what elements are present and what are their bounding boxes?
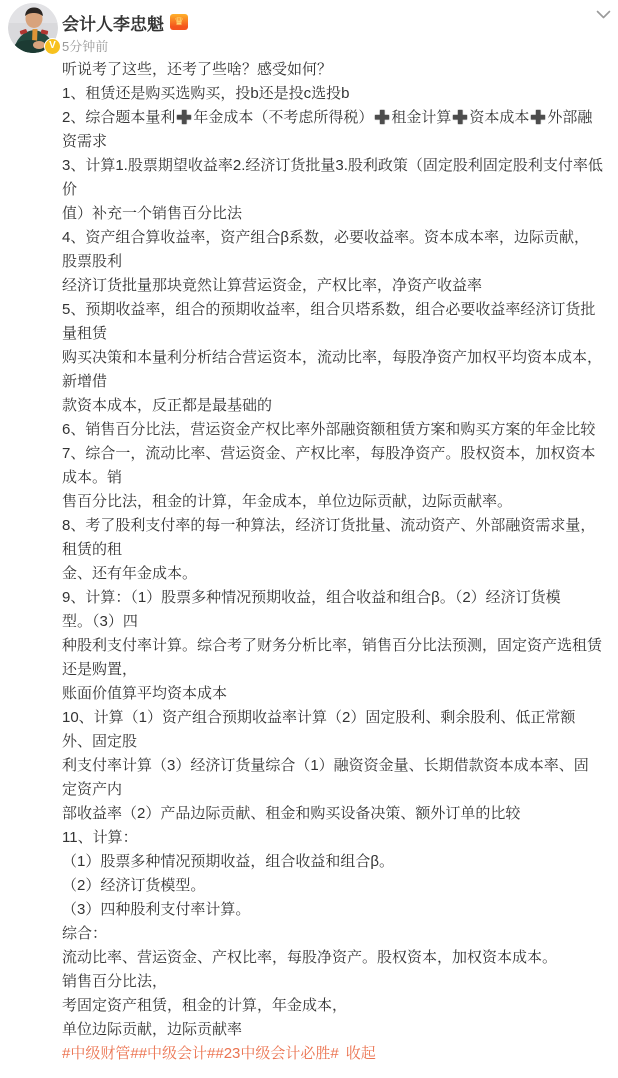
hashtag-link[interactable]: #中级财管# (62, 1045, 139, 1062)
plus-icon (177, 110, 191, 124)
vip-crown-badge-icon: ♛ (170, 14, 188, 30)
post-text-line: 9、计算：（1）股票多种情况预期收益，组合收益和组合β。（2）经济订货模 (62, 589, 561, 606)
post-text-line: （3）四种股利支付率计算。 (62, 901, 251, 918)
post-text-line: 种股利支付率计算。综合考了财务分析比率，销售百分比法预测，固定资产选租赁 (62, 637, 603, 654)
post-text-line: 部收益率（2）产品边际贡献、租金和购买设备决策、额外订单的比较 (62, 805, 521, 822)
plus-icon (531, 110, 545, 124)
post-text-line: 11、计算： (62, 829, 138, 846)
post-text-line: 8、考了股利支付率的每一种算法，经济订货批量、流动资产、外部融资需求量， (62, 517, 596, 534)
post-text-line: 型。（3）四 (62, 613, 138, 630)
post-text-line: 股票股利 (62, 253, 123, 270)
post-text-line: （2）经济订货模型。 (62, 877, 206, 894)
collapse-link[interactable]: 收起 (345, 1045, 376, 1062)
post-text-line: 经济订货批量那块竟然让算营运资金，产权比率，净资产收益率 (62, 277, 483, 294)
post-text-line: 流动比率、营运资金、产权比率，每股净资产。股权资本，加权资本成本。 (62, 949, 558, 966)
post-text-line: 考固定资产租赁，租金的计算，年金成本， (62, 997, 348, 1014)
hashtag-line (62, 1042, 618, 1066)
username[interactable]: 会计人李忠魁 (62, 14, 164, 34)
post-text-line: 销售百分比法， (62, 973, 168, 990)
post-text-line: 新增借 (62, 373, 108, 390)
user-line (62, 11, 188, 33)
post-text-line: 资需求 (62, 133, 108, 150)
post-content (62, 58, 618, 1066)
post-text-line: 量租赁 (62, 325, 108, 342)
plus-icon (375, 110, 389, 124)
post-text-line: 利支付率计算（3）经济订货量综合（1）融资资金量、长期借款资本成本率、固 (62, 757, 589, 774)
post-text-line: 1、租赁还是购买选购买，投b还是投c选投b (62, 85, 350, 102)
hashtag-link[interactable]: #中级会计# (138, 1045, 216, 1062)
post-text-line: 还是购置， (62, 661, 138, 678)
verified-badge-icon: V (44, 38, 61, 55)
post-text-line: 账面价值算平均资本成本 (62, 685, 228, 702)
avatar[interactable] (8, 3, 58, 53)
post-text (62, 58, 618, 1042)
post-text-line: 价 (62, 181, 78, 198)
post-text-line: 5、预期收益率，组合的预期收益率，组合贝塔系数，组合必要收益率经济订货批 (62, 301, 596, 318)
post-text-line: 听说考了这些，还考了些啥？感受如何？ (62, 61, 333, 78)
post-text-line: 综合： (62, 925, 108, 942)
post-text-line: 单位边际贡献，边际贡献率 (62, 1021, 243, 1038)
plus-icon (453, 110, 467, 124)
post-text-line: 款资本成本，反正都是最基础的 (62, 397, 273, 414)
post-header (0, 0, 618, 56)
post-text-line: 值）补充一个销售百分比法 (62, 205, 243, 222)
post-text-line: 定资产内 (62, 781, 123, 798)
post-text-line: 售百分比法，租金的计算，年金成本，单位边际贡献，边际贡献率。 (62, 493, 513, 510)
post-text-line: 成本。销 (62, 469, 123, 486)
post-text-line: 租赁的租 (62, 541, 123, 558)
post-text-line: 6、销售百分比法，营运资金产权比率外部融资额租赁方案和购买方案的年金比较 (62, 421, 596, 438)
timestamp: 5分钟前 (62, 39, 109, 54)
post-text-line: 外、固定股 (62, 733, 138, 750)
post-text-line: 购买决策和本量利分析结合营运资本，流动比率，每股净资产加权平均资本成本， (62, 349, 603, 366)
post-text-line: 7、综合一，流动比率、营运资金、产权比率，每股净资产。股权资本，加权资本 (62, 445, 596, 462)
post-text-line: 金、还有年金成本。 (62, 565, 198, 582)
post-text-line: 10、计算（1）资产组合预期收益率计算（2）固定股利、剩余股利、低正常额 (62, 709, 576, 726)
chevron-down-icon[interactable] (593, 7, 613, 23)
post-text-line: 4、资产组合算收益率，资产组合β系数，必要收益率。资本成本率，边际贡献， (62, 229, 589, 246)
post-text-line: 3、计算1.股票期望收益率2.经济订货批量3.股利政策（固定股利固定股利支付率低 (62, 157, 603, 174)
post-text-line: 2、综合题本量利 年金成本（不考虑所得税） 租金计算 资本成本 外部融 (62, 109, 593, 126)
hashtag-link[interactable]: #23中级会计必胜# (215, 1045, 339, 1062)
post-text-line: （1）股票多种情况预期收益，组合收益和组合β。 (62, 853, 394, 870)
